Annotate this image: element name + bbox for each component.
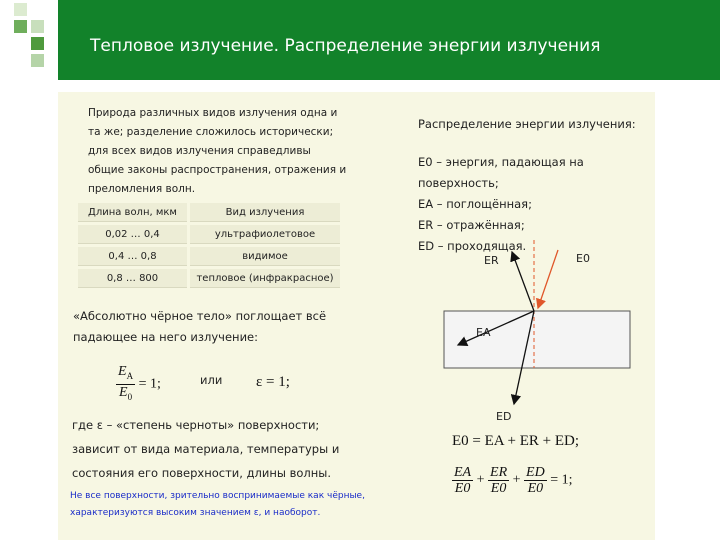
table-row: [78, 225, 340, 244]
note-text: Не все поверхности, зрительно воспринимаемые как чёрные, характеризуются высоким значением ε, и наоборот.: [70, 491, 365, 518]
table-header-cell: Длина волн, мкм: [78, 203, 187, 222]
intro-text: Природа различных видов излучения одна и та же; разделение сложилось исторически; для всех видов излучения справедливы общие законы распространения, отражения и преломления волн.: [88, 107, 347, 195]
label-ed: ED: [496, 410, 512, 423]
emissivity-explanation: где ε – «степень черноты» поверхности; зависит от вида материала, температуры и состояния его поверхности, длины волны.: [72, 418, 340, 480]
label-e0: E0: [576, 252, 590, 265]
table-cell: 0,8 … 800: [78, 269, 187, 288]
reflected-ray: [512, 252, 534, 311]
table-cell: 0,02 … 0,4: [78, 225, 187, 244]
decorative-strip: [0, 0, 58, 540]
table-cell: 0,4 … 0,8: [78, 247, 187, 266]
incident-ray: [538, 250, 558, 308]
decor-square: [31, 54, 44, 67]
table-cell: ультрафиолетовое: [190, 225, 340, 244]
decor-square: [14, 20, 27, 33]
absorption-ratio-formula: $\frac{E_A}{E_0}$ = 1;: [118, 364, 161, 402]
wavelength-table: [78, 203, 340, 291]
decor-square: [31, 37, 44, 50]
table-cell: видимое: [190, 247, 340, 266]
table-header-row: [78, 203, 340, 222]
definition-er: ER – отражённая;: [418, 218, 525, 232]
decor-square: [31, 20, 44, 33]
energy-distribution-diagram: [440, 240, 650, 430]
definition-ea: EA – поглощённая;: [418, 197, 532, 211]
decor-square: [14, 3, 27, 16]
normalized-balance-formula: $\frac{EA}{E0}$ + $\frac{ER}{E0}$ + $\frac{ED}{E0}$ = 1;: [454, 465, 573, 496]
blackbody-text: «Абсолютно чёрное тело» поглощает всё падающее на него излучение:: [73, 309, 327, 344]
energy-balance-formula: E0 = EA + ER + ED;: [452, 433, 580, 449]
emissivity-formula: ε = 1;: [256, 374, 290, 390]
slide-title: Тепловое излучение. Распределение энергии излучения: [90, 36, 601, 56]
table-header-cell: Вид излучения: [190, 203, 340, 222]
table-cell: тепловое (инфракрасное): [190, 269, 340, 288]
definition-e0: E0 – энергия, падающая на поверхность;: [418, 155, 584, 190]
surface-block: [444, 311, 630, 368]
distribution-title: Распределение энергии излучения:: [418, 117, 636, 131]
definition-ed: ED – проходящая.: [418, 239, 527, 253]
slide-header: [58, 0, 720, 80]
table-row: [78, 269, 340, 288]
label-ea: EA: [476, 326, 491, 339]
or-word: или: [200, 373, 223, 387]
table-row: [78, 247, 340, 266]
label-er: ER: [484, 254, 499, 267]
